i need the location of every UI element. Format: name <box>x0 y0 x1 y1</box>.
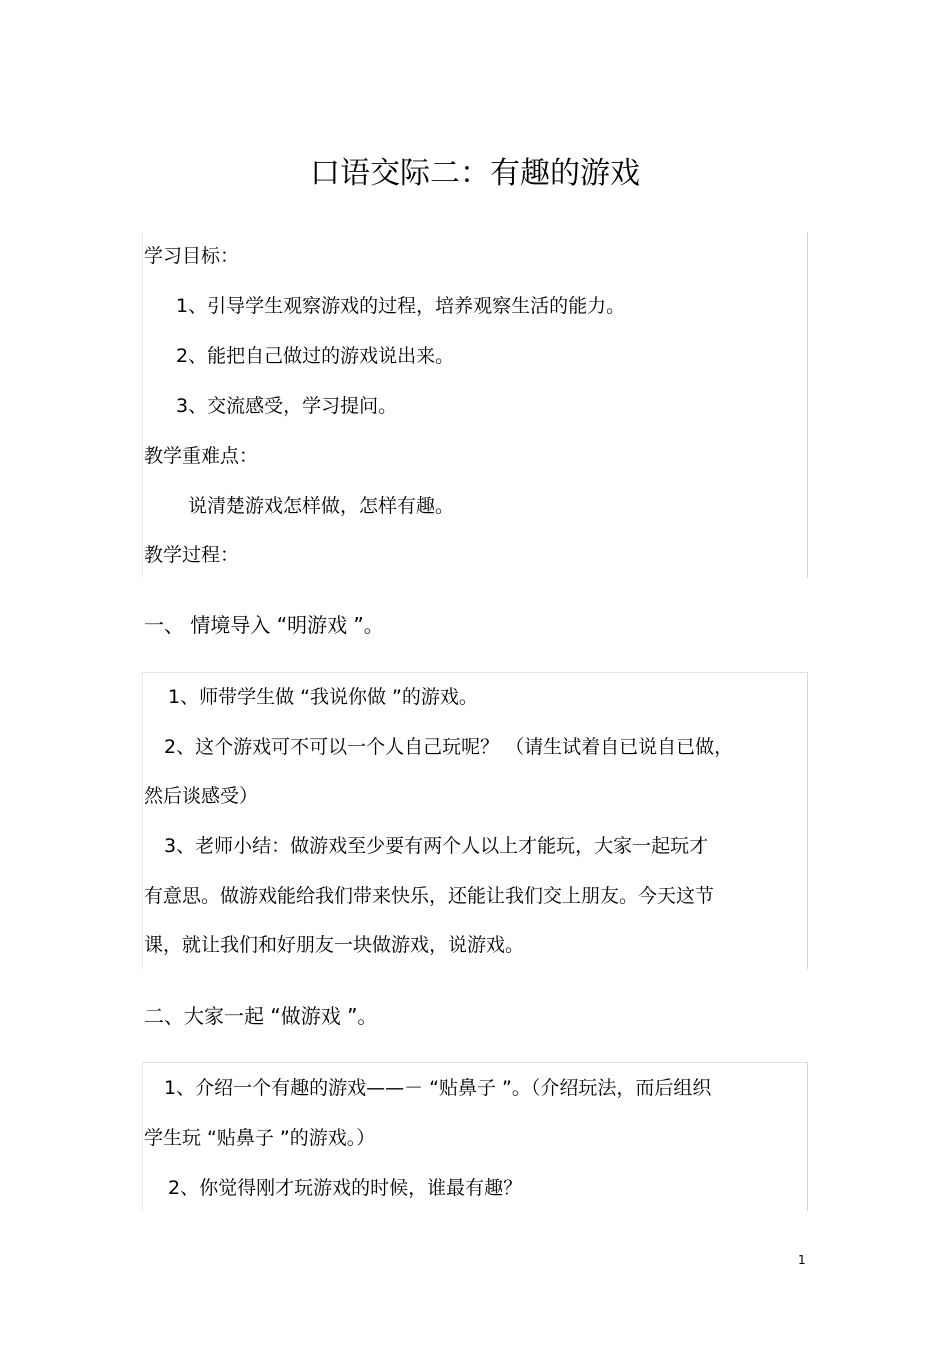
section1-line: 2、这个游戏可不可以一个人自己玩呢？ （请生试着自已说自已做， <box>164 736 734 758</box>
page-title: 口语交际二：有趣的游戏 <box>310 156 640 191</box>
section1-heading: 一、 情境导入 “明游戏 ”。 <box>144 613 384 637</box>
objectives-label: 学习目标： <box>144 245 240 267</box>
section1-line: 课，就让我们和好朋友一块做游戏，说游戏。 <box>144 934 525 956</box>
process-label: 教学过程： <box>144 544 240 566</box>
objective-item: 2、能把自己做过的游戏说出来。 <box>176 345 455 367</box>
key-points-text: 说清楚游戏怎样做，怎样有趣。 <box>188 495 455 517</box>
section1-line: 有意思。做游戏能给我们带来快乐，还能让我们交上朋友。今天这节 <box>144 885 715 907</box>
page-number: 1 <box>798 1253 806 1267</box>
section1-box <box>142 672 808 969</box>
section2-line: 学生玩 “贴鼻子 ”的游戏。） <box>144 1127 376 1149</box>
section1-line: 然后谈感受） <box>144 785 259 807</box>
objective-item: 3、交流感受，学习提问。 <box>176 395 398 417</box>
section1-line: 1、师带学生做 “我说你做 ”的游戏。 <box>168 686 478 708</box>
section2-line: 1、介绍一个有趣的游戏——－ “贴鼻子 ”。（介绍玩法，而后组织 <box>164 1077 712 1099</box>
section1-line: 3、老师小结：做游戏至少要有两个人以上才能玩，大家一起玩才 <box>164 835 709 857</box>
section2-heading: 二、大家一起 “做游戏 ”。 <box>144 1004 378 1028</box>
objective-item: 1、引导学生观察游戏的过程，培养观察生活的能力。 <box>176 295 626 317</box>
key-points-label: 教学重难点： <box>144 445 259 467</box>
section2-line: 2、你觉得刚才玩游戏的时候，谁最有趣？ <box>168 1177 523 1199</box>
